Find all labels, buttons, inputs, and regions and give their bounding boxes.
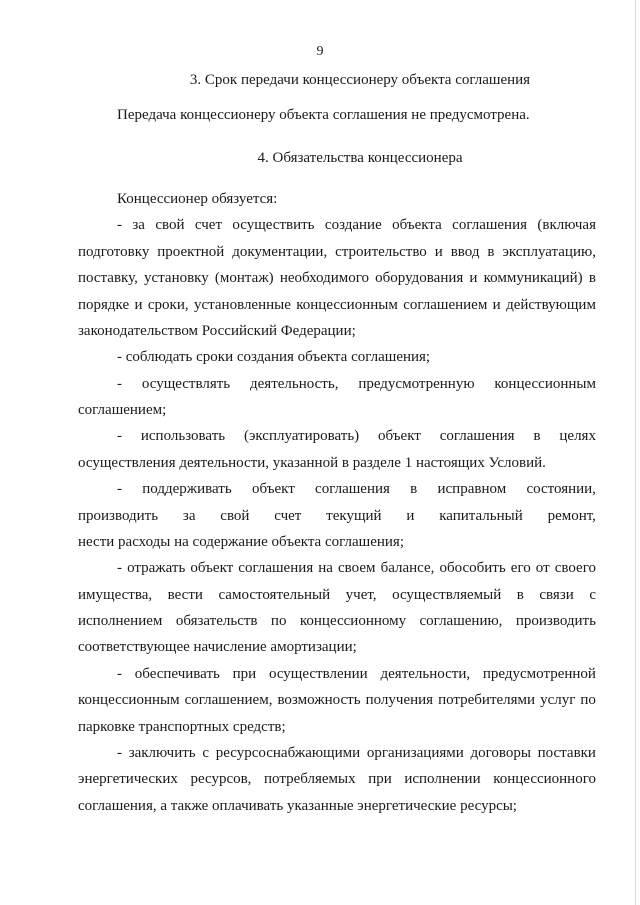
word: - [117, 481, 122, 497]
paragraph-line [117, 666, 596, 683]
word: своего [554, 560, 596, 576]
paragraph-line: осуществления деятельности, указанной в разделе 1 настоящих Условий. [78, 455, 546, 471]
word: потребляемых [264, 771, 356, 787]
word: соглашения [452, 217, 528, 233]
word: с [589, 587, 596, 603]
word: соглашением, [184, 692, 273, 708]
word: в [516, 587, 524, 603]
word: соглашения [439, 428, 515, 444]
paragraph-line: законодательством Российский Федерации; [78, 323, 356, 339]
paragraph-line [78, 297, 596, 314]
word: - [117, 428, 122, 444]
word: при [368, 771, 392, 787]
word: объект [190, 560, 234, 576]
paragraph-line [78, 587, 596, 604]
word: использовать [140, 428, 226, 444]
word: исполнением [78, 613, 163, 629]
word: текущий [326, 508, 382, 524]
word: осуществить [232, 217, 315, 233]
word: получения [365, 692, 434, 708]
word: ресурсов, [190, 771, 252, 787]
word: состоянии, [526, 481, 596, 497]
word: производить [515, 613, 596, 629]
paragraph-line: соглашения, а также оплачивать указанные энергетические ресурсы; [78, 798, 517, 814]
word: по [270, 613, 287, 629]
word: ввод [450, 244, 480, 260]
word: и [434, 244, 443, 260]
word: - [117, 745, 122, 761]
paragraph-line: - соблюдать сроки создания объекта соглашения; [117, 349, 431, 365]
paragraph-line [78, 508, 596, 525]
word: и [134, 297, 143, 313]
word: соглашения [315, 481, 390, 497]
word: по [580, 692, 596, 708]
page-number: 9 [316, 44, 324, 59]
word: деятельности, [380, 666, 471, 682]
scan-edge-line [635, 0, 636, 905]
word: целях [559, 428, 596, 444]
word: строительство [335, 244, 427, 260]
word: своем [338, 560, 376, 576]
word: осуществлении [268, 666, 368, 682]
paragraph-line: парковке транспортных средств; [78, 719, 286, 735]
word: на [318, 560, 333, 576]
word: в [487, 244, 495, 260]
word: обеспечивать [134, 666, 220, 682]
word: концессионному [299, 613, 407, 629]
word: предусмотренной [482, 666, 596, 682]
word: и [406, 508, 415, 524]
word: потребителями [438, 692, 536, 708]
word: в [533, 428, 541, 444]
word: необходимого [279, 270, 370, 286]
word: (включая [537, 217, 596, 233]
paragraph-line [117, 560, 596, 577]
word: соглашения [238, 560, 314, 576]
paragraph-line: соглашением; [78, 402, 167, 418]
word: коммуникаций) [483, 270, 583, 286]
word: самостоятельный [218, 587, 331, 603]
paragraph-line [78, 613, 596, 630]
word: с [202, 745, 210, 761]
word: вести [167, 587, 203, 603]
word: энергетических [78, 771, 178, 787]
word: в [410, 481, 418, 497]
word: поддерживать [142, 481, 232, 497]
word: услуг [540, 692, 576, 708]
word: концессионным [494, 376, 596, 392]
word: (эксплуатировать) [243, 428, 360, 444]
word: соглашением [403, 297, 488, 313]
word: - [117, 376, 122, 392]
word: действующим [506, 297, 596, 313]
word: оборудования [375, 270, 464, 286]
obligations-intro: Концессионер обязуется: [117, 191, 278, 207]
word: балансе, [380, 560, 435, 576]
word: документации, [232, 244, 328, 260]
paragraph-line [117, 376, 596, 393]
word: предусмотренную [358, 376, 475, 392]
word: эксплуатацию, [502, 244, 596, 260]
word: капитальный [439, 508, 523, 524]
word: возможность [277, 692, 361, 708]
word: концессионным [296, 297, 398, 313]
word: исполнении [404, 771, 481, 787]
paragraph-line [78, 244, 596, 261]
word: - [117, 666, 122, 682]
word: производить [78, 508, 159, 524]
word: объект [251, 481, 295, 497]
word: обязательств [175, 613, 258, 629]
word: в [588, 270, 596, 286]
word: соглашению, [419, 613, 503, 629]
word: подготовку [78, 244, 150, 260]
word: счет [274, 508, 302, 524]
word: объект [378, 428, 421, 444]
word: осуществлять [141, 376, 231, 392]
word: - [117, 217, 122, 233]
word: и [492, 297, 501, 313]
word: обособить [439, 560, 506, 576]
word: его [510, 560, 531, 576]
word: имущества, [78, 587, 153, 603]
word: создание [324, 217, 382, 233]
section-4-heading: 4. Обязательства концессионера [257, 150, 463, 166]
paragraph-line [117, 217, 596, 234]
word: ремонт, [547, 508, 596, 524]
word: заключить [128, 745, 196, 761]
word: установку [144, 270, 209, 286]
word: концессионным [78, 692, 180, 708]
word: и [469, 270, 478, 286]
word: свой [155, 217, 185, 233]
word: счет [194, 217, 223, 233]
paragraph-line [117, 745, 596, 762]
word: отражать [127, 560, 186, 576]
word: за [182, 508, 196, 524]
paragraph-line: нести расходы на содержание объекта соглашения; [78, 534, 404, 550]
word: проектной [157, 244, 225, 260]
word: исправном [437, 481, 507, 497]
word: - [117, 560, 122, 576]
paragraph-line: соответствующее начисление амортизации; [78, 639, 357, 655]
word: поставку, [78, 270, 138, 286]
paragraph-line [78, 771, 596, 788]
section-3-text: Передача концессионеру объекта соглашения не предусмотрена. [117, 107, 530, 123]
paragraph-line [78, 270, 596, 287]
section-3-heading: 3. Срок передачи концессионеру объекта соглашения [189, 72, 531, 88]
word: сроки, [147, 297, 189, 313]
word: за [132, 217, 145, 233]
word: деятельность, [250, 376, 339, 392]
word: концессионного [493, 771, 596, 787]
word: порядке [78, 297, 130, 313]
paragraph-line [117, 481, 596, 498]
word: при [232, 666, 257, 682]
word: организациями [366, 745, 464, 761]
word: договоры [470, 745, 531, 761]
word: объекта [392, 217, 442, 233]
word: свой [220, 508, 250, 524]
paragraph-line [117, 428, 596, 445]
word: установленные [193, 297, 291, 313]
word: от [535, 560, 550, 576]
word: связи [539, 587, 574, 603]
word: (монтаж) [214, 270, 274, 286]
word: учет, [345, 587, 377, 603]
word: осуществляемый [392, 587, 502, 603]
word: ресурсоснабжающими [215, 745, 361, 761]
paragraph-line [78, 692, 596, 709]
word: поставки [537, 745, 596, 761]
